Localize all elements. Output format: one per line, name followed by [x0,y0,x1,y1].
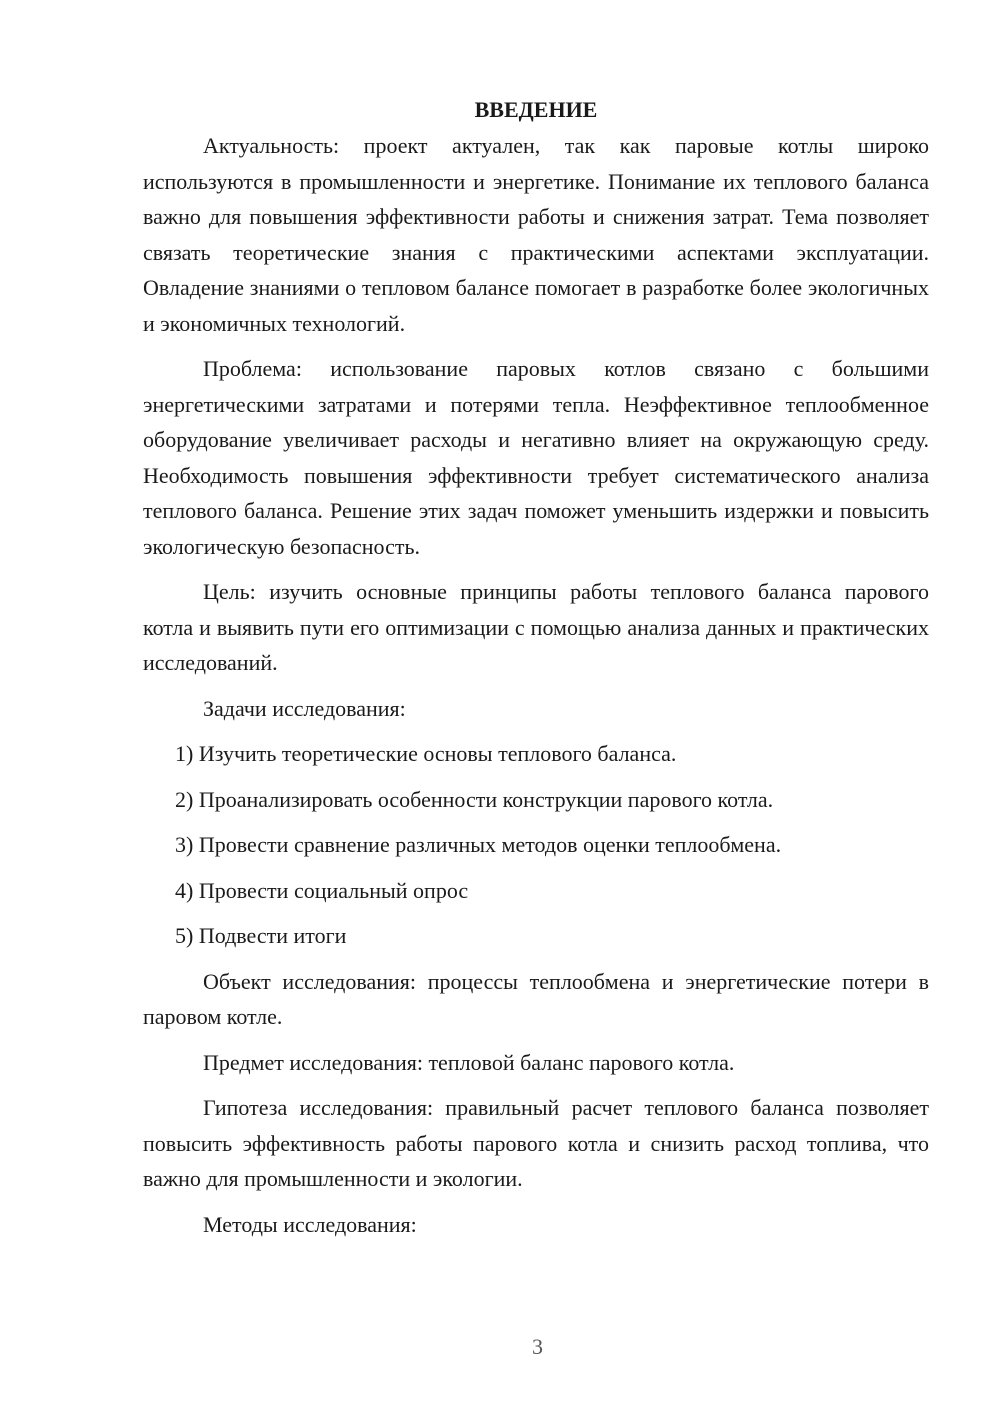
list-item: 1) Изучить теоретические основы теплового баланса. [175,741,677,766]
page-number: 3 [532,1334,543,1359]
list-item: 3) Провести сравнение различных методов оценки теплообмена. [175,832,782,857]
paragraph-object: Объект исследования: процессы теплообмена и энергетические потери в паровом котле. [143,968,929,1029]
paragraph-goal: Цель: изучить основные принципы работы теплового баланса парового котла и выявить пути его оптимизации с помощью анализа данных и практических исследований. [143,579,929,675]
paragraph-hypothesis: Гипотеза исследования: правильный расчет теплового баланса позволяет повысить эффективность работы парового котла и снизить расход топлива, что важно для промышленности и экологии. [143,1095,929,1191]
page-title: ВВЕДЕНИЕ [474,97,598,122]
list-item: 5) Подвести итоги [175,923,347,948]
paragraph-problem: Проблема: использование паровых котлов связано с большими энергетическими затратами и потерями тепла. Неэффективное теплообменное оборудование увеличивает расходы и негативно влияет на окружающую среду. Необходимость повышения эффективности требует систематического анализа теплового баланса. Решение этих задач поможет уменьшить издержки и повысить экологическую безопасность. [143,356,929,559]
list-item: 4) Провести социальный опрос [175,877,469,903]
tasks-heading: Задачи исследования: [203,695,406,721]
methods-heading: Методы исследования: [203,1211,417,1237]
paragraph-subject: Предмет исследования: тепловой баланс парового котла. [203,1049,735,1075]
page-content [143,92,929,1242]
paragraph-relevance: Актуальность: проект актуален, так как паровые котлы широко используются в промышленности и энергетике. Понимание их теплового баланса важно для повышения эффективности работы и снижения затрат. Тема позволяет связать теоретические знания с практическими аспектами эксплуатации. Овладение знаниями о тепловом балансе помогает в разработке более экологичных и экономичных технологий. [143,133,929,336]
tasks-list [143,736,929,954]
list-item: 2) Проанализировать особенности конструкции парового котла. [175,786,774,812]
